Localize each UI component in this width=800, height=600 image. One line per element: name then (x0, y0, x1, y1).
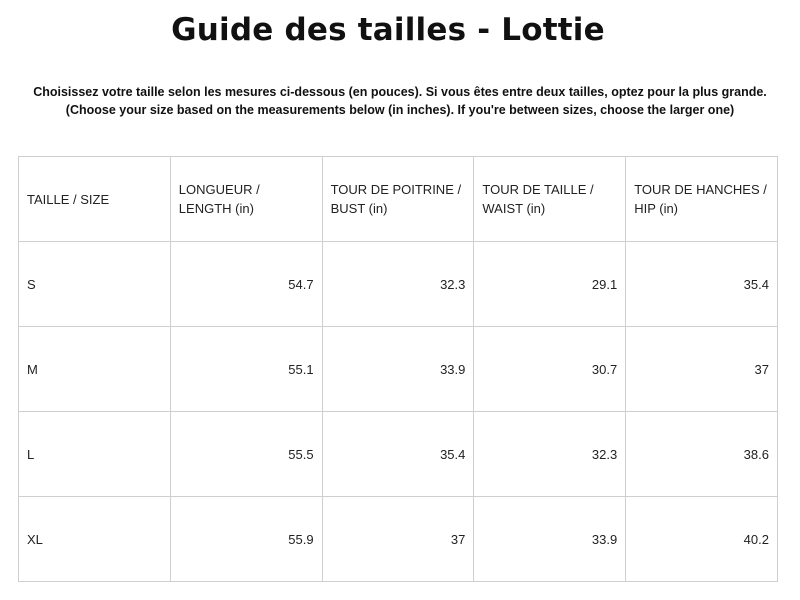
cell-size: L (19, 412, 171, 497)
table-row (19, 497, 778, 582)
size-chart-table (18, 156, 778, 582)
cell-hip: 37 (626, 327, 778, 412)
table-row (19, 327, 778, 412)
cell-hip: 35.4 (626, 242, 778, 327)
cell-waist: 30.7 (474, 327, 626, 412)
table-row (19, 242, 778, 327)
cell-waist: 33.9 (474, 497, 626, 582)
cell-size: M (19, 327, 171, 412)
cell-waist: 29.1 (474, 242, 626, 327)
header-size: TAILLE / SIZE (19, 157, 171, 242)
header-length: LONGUEUR / LENGTH (in) (170, 157, 322, 242)
cell-length: 55.9 (170, 497, 322, 582)
page-title: Guide des tailles - Lottie (171, 12, 605, 48)
cell-size: S (19, 242, 171, 327)
header-hip: TOUR DE HANCHES / HIP (in) (626, 157, 778, 242)
cell-size: XL (19, 497, 171, 582)
instructions-french: Choisissez votre taille selon les mesures ci-dessous (en pouces). Si vous êtes entre deux tailles, optez pour la plus grande. (33, 85, 767, 99)
cell-bust: 37 (322, 497, 474, 582)
table-header-row (19, 157, 778, 242)
header-waist: TOUR DE TAILLE / WAIST (in) (474, 157, 626, 242)
instructions-english: (Choose your size based on the measurements below (in inches). If you're between sizes, choose the larger one) (65, 103, 735, 117)
cell-length: 55.1 (170, 327, 322, 412)
cell-bust: 35.4 (322, 412, 474, 497)
cell-bust: 32.3 (322, 242, 474, 327)
cell-hip: 38.6 (626, 412, 778, 497)
cell-length: 54.7 (170, 242, 322, 327)
instructions (0, 83, 800, 119)
cell-length: 55.5 (170, 412, 322, 497)
cell-hip: 40.2 (626, 497, 778, 582)
header-bust: TOUR DE POITRINE / BUST (in) (322, 157, 474, 242)
table-row (19, 412, 778, 497)
cell-bust: 33.9 (322, 327, 474, 412)
cell-waist: 32.3 (474, 412, 626, 497)
